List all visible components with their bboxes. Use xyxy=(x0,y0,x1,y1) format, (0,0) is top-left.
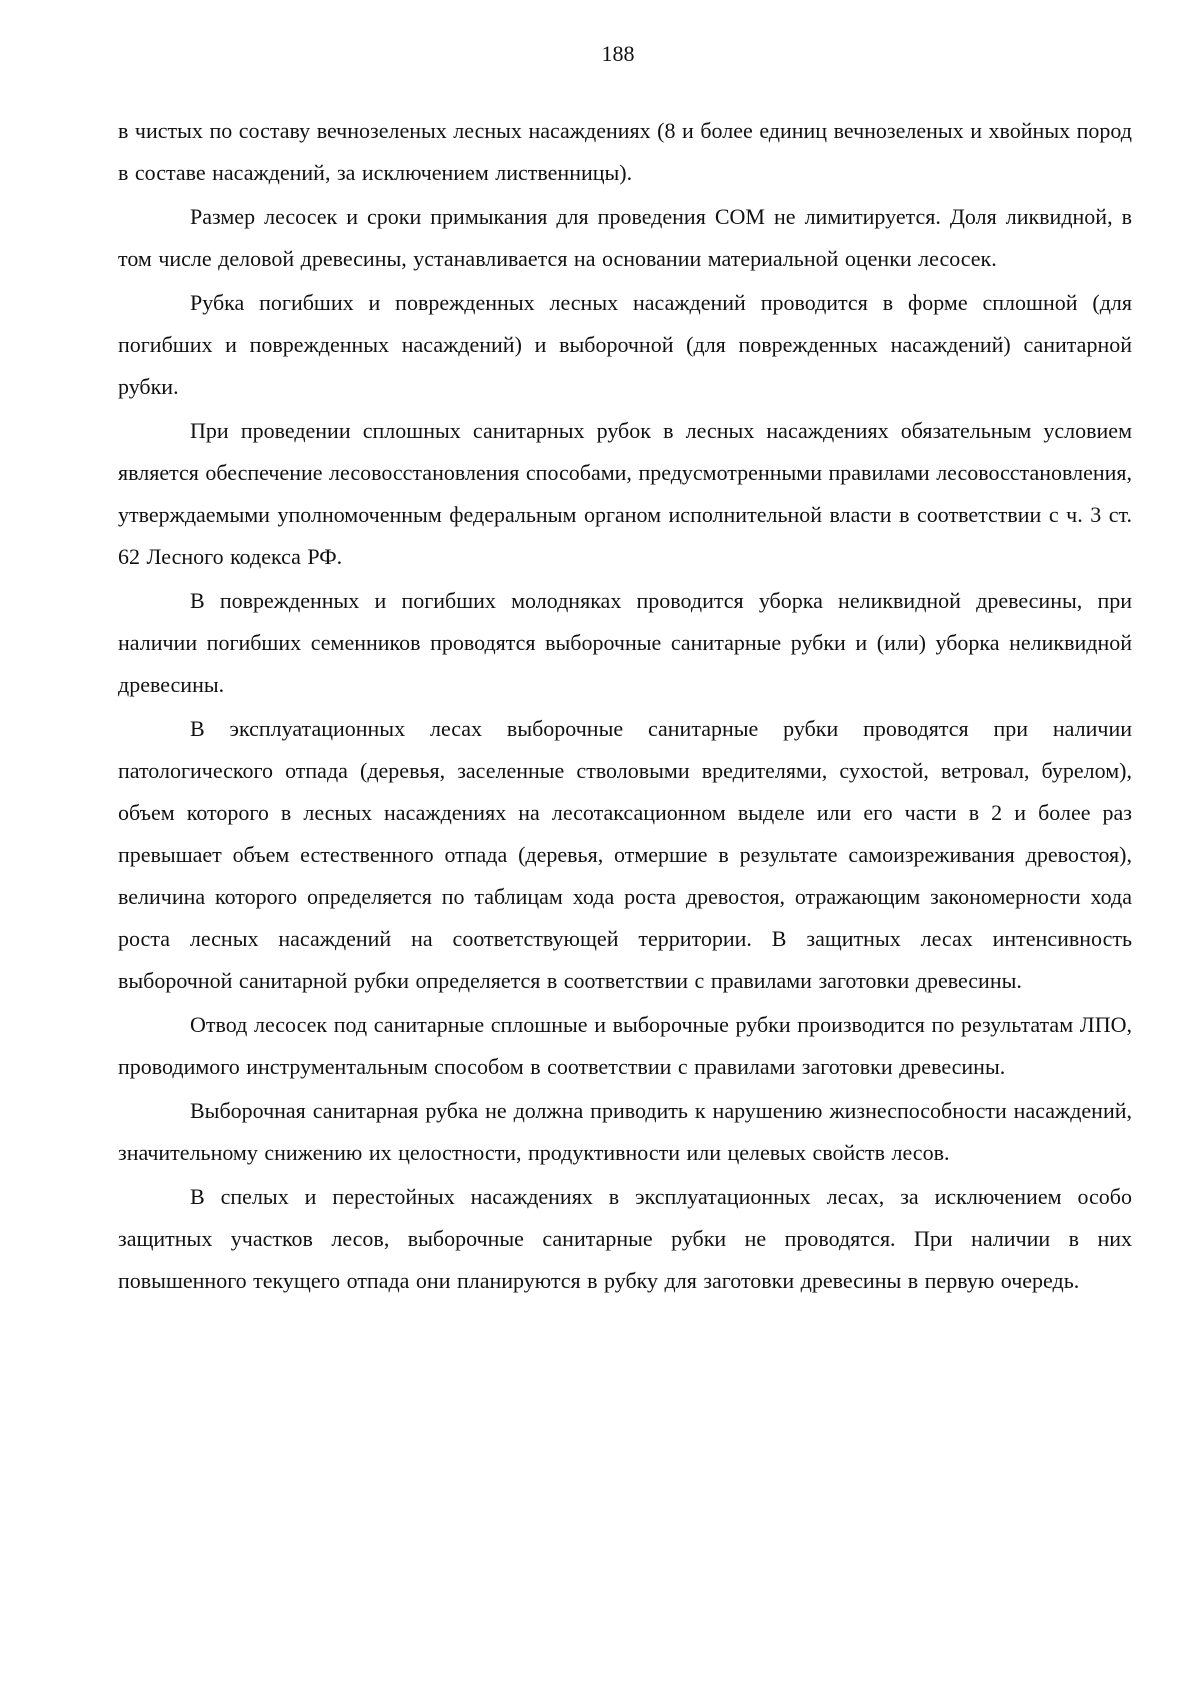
paragraph: В спелых и перестойных насаждениях в эксплуатационных лесах, за исключением особо защитных участков лесов, выборочные санитарные рубки не проводятся. При наличии в них повышенного текущего отпада они планируются в рубку для заготовки древесины в первую очередь. xyxy=(118,1184,1132,1293)
page-number: 188 xyxy=(601,41,635,66)
paragraph: Выборочная санитарная рубка не должна приводить к нарушению жизнеспособности насаждений, значительному снижению их целостности, продуктивности или целевых свойств лесов. xyxy=(118,1098,1132,1165)
paragraph: Отвод лесосек под санитарные сплошные и выборочные рубки производится по результатам ЛПО, проводимого инструментальным способом в соответствии с правилами заготовки древесины. xyxy=(118,1012,1132,1079)
paragraph: При проведении сплошных санитарных рубок в лесных насаждениях обязательным условием является обеспечение лесовосстановления способами, предусмотренными правилами лесовосстановления, утверждаемыми уполномоченным федеральным органом исполнительной власти в соответствии с ч. 3 ст. 62 Лесного кодекса РФ. xyxy=(118,418,1132,569)
paragraph: Рубка погибших и поврежденных лесных насаждений проводится в форме сплошной (для погибших и поврежденных насаждений) и выборочной (для поврежденных насаждений) санитарной рубки. xyxy=(118,290,1132,399)
paragraph: Размер лесосек и сроки примыкания для проведения СОМ не лимитируется. Доля ликвидной, в том числе деловой древесины, устанавливается на основании материальной оценки лесосек. xyxy=(118,204,1132,271)
document-body xyxy=(118,110,1132,1304)
paragraph: В эксплуатационных лесах выборочные санитарные рубки проводятся при наличии патологического отпада (деревья, заселенные стволовыми вредителями, сухостой, ветровал, бурелом), объем которого в лесных насаждениях на лесотаксационном выделе или его части в 2 и более раз превышает объем естественного отпада (деревья, отмершие в результате самоизреживания древостоя), величина которого определяется по таблицам хода роста древостоя, отражающим закономерности хода роста лесных насаждений на соответствующей территории. В защитных лесах интенсивность выборочной санитарной рубки определяется в соответствии с правилами заготовки древесины. xyxy=(118,716,1132,993)
paragraph-continuation: в чистых по составу вечнозеленых лесных насаждениях (8 и более единиц вечнозеленых и хвойных пород в составе насаждений, за исключением лиственницы). xyxy=(118,118,1132,185)
paragraph: В поврежденных и погибших молодняках проводится уборка неликвидной древесины, при наличии погибших семенников проводятся выборочные санитарные рубки и (или) уборка неликвидной древесины. xyxy=(118,588,1132,697)
